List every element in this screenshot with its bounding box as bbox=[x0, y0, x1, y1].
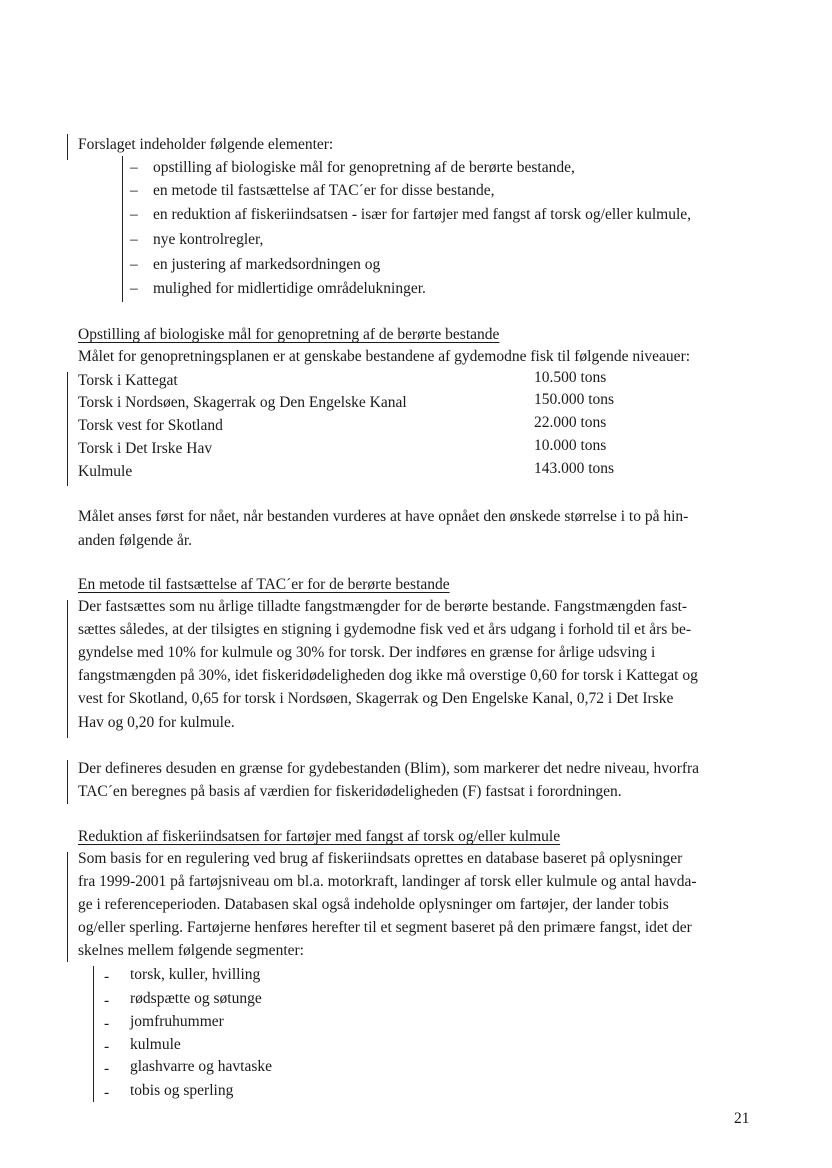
paragraph-line: og/eller sperling. Fartøjerne henføres herefter til et segment baseret på den primære fangst, idet der bbox=[78, 919, 692, 936]
list-item: kulmule bbox=[130, 1036, 181, 1053]
list-item: nye kontrolregler, bbox=[153, 231, 264, 248]
paragraph-line: Hav og 0,20 for kulmule. bbox=[78, 714, 235, 731]
list-item: en metode til fastsættelse af TAC´er for disse bestande, bbox=[153, 182, 495, 199]
list-dash: - bbox=[104, 992, 110, 1009]
list-dash: - bbox=[104, 968, 110, 985]
list-dash: - bbox=[104, 1060, 110, 1077]
paragraph-line: fangstmængden på 30%, idet fiskeridødeligheden dog ikke må overstige 0,60 for torsk i Kattegat og bbox=[78, 667, 698, 684]
paragraph-line: TAC´en beregnes på basis af værdien for fiskeridødeligheden (F) fastsat i forordningen. bbox=[78, 783, 622, 800]
paragraph-line: Der defineres desuden en grænse for gydebestanden (Blim), som markerer det nedre niveau, hvorfra bbox=[78, 760, 700, 777]
list-dash: – bbox=[130, 256, 138, 273]
table-row-name: Torsk i Det Irske Hav bbox=[78, 440, 213, 457]
section-heading: Reduktion af fiskeriindsatsen for fartøjer med fangst af torsk og/eller kulmule bbox=[78, 828, 561, 845]
intro-lead: Forslaget indeholder følgende elementer: bbox=[78, 136, 334, 153]
list-item: tobis og sperling bbox=[130, 1082, 234, 1099]
list-dash: – bbox=[130, 231, 138, 248]
section-heading: En metode til fastsættelse af TAC´er for de berørte bestande bbox=[78, 576, 450, 593]
list-item: mulighed for midlertidige områdelukninger. bbox=[153, 280, 426, 297]
list-item: jomfruhummer bbox=[130, 1013, 224, 1030]
paragraph-line: sættes således, at der tilsigtes en stigning i gydemodne fisk ved et års udgang i forhold til et års be- bbox=[78, 621, 691, 638]
paragraph-line: vest for Skotland, 0,65 for torsk i Nordsøen, Skagerrak og Den Engelske Kanal, 0,72 i Det Irske bbox=[78, 690, 674, 707]
table-row-name: Kulmule bbox=[78, 463, 133, 480]
list-dash: – bbox=[130, 280, 138, 297]
table-row-value: 10.500 tons bbox=[534, 369, 607, 386]
paragraph-line: fra 1999-2001 på fartøjsniveau om bl.a. motorkraft, landinger af torsk eller kulmule og antal havda- bbox=[78, 873, 697, 890]
table-row-value: 22.000 tons bbox=[534, 414, 607, 431]
list-item: en justering af markedsordningen og bbox=[153, 256, 381, 273]
list-item: glashvarre og havtaske bbox=[130, 1058, 273, 1075]
table-row-value: 10.000 tons bbox=[534, 437, 607, 454]
table-row-name: Torsk i Nordsøen, Skagerrak og Den Engelske Kanal bbox=[78, 394, 407, 411]
table-row-name: Torsk i Kattegat bbox=[78, 372, 178, 389]
table-row-value: 143.000 tons bbox=[534, 460, 615, 477]
change-bar bbox=[122, 156, 123, 302]
change-bar bbox=[67, 372, 68, 486]
change-bar bbox=[67, 134, 68, 160]
list-dash: - bbox=[104, 1084, 110, 1101]
change-bar bbox=[93, 966, 94, 1102]
page-number: 21 bbox=[734, 1110, 750, 1127]
list-item: en reduktion af fiskeriindsatsen - især for fartøjer med fangst af torsk og/eller kulmule, bbox=[153, 206, 692, 223]
paragraph-line: Som basis for en regulering ved brug af fiskeriindsats oprettes en database baseret på oplysninger bbox=[78, 850, 683, 867]
paragraph-line: gyndelse med 10% for kulmule og 30% for torsk. Der indføres en grænse for årlige udsving i bbox=[78, 644, 656, 661]
table-row-value: 150.000 tons bbox=[534, 391, 615, 408]
section-heading: Opstilling af biologiske mål for genopretning af de berørte bestande bbox=[78, 326, 500, 343]
list-dash: – bbox=[130, 182, 138, 199]
change-bar bbox=[67, 760, 68, 804]
paragraph-line: Målet anses først for nået, når bestanden vurderes at have opnået den ønskede størrelse i to på hin- bbox=[78, 508, 689, 525]
list-dash: - bbox=[104, 1015, 110, 1032]
paragraph-line: skelnes mellem følgende segmenter: bbox=[78, 942, 304, 959]
paragraph-line: Der fastsættes som nu årlige tilladte fangstmængder for de berørte bestande. Fangstmængden fast- bbox=[78, 598, 688, 615]
paragraph-line: ge i referenceperioden. Databasen skal også indeholde oplysninger om fartøjer, der lander tobis bbox=[78, 896, 669, 913]
list-item: rødspætte og søtunge bbox=[130, 990, 262, 1007]
change-bar bbox=[67, 852, 68, 962]
change-bar bbox=[67, 600, 68, 738]
paragraph: Målet for genopretningsplanen er at genskabe bestandene af gydemodne fisk til følgende niveauer: bbox=[78, 348, 691, 365]
table-row-name: Torsk vest for Skotland bbox=[78, 417, 223, 434]
list-item: opstilling af biologiske mål for genopretning af de berørte bestande, bbox=[153, 159, 575, 176]
list-item: torsk, kuller, hvilling bbox=[130, 966, 261, 983]
list-dash: - bbox=[104, 1038, 110, 1055]
list-dash: – bbox=[130, 206, 138, 223]
list-dash: – bbox=[130, 159, 138, 176]
paragraph-line: anden følgende år. bbox=[78, 532, 193, 549]
